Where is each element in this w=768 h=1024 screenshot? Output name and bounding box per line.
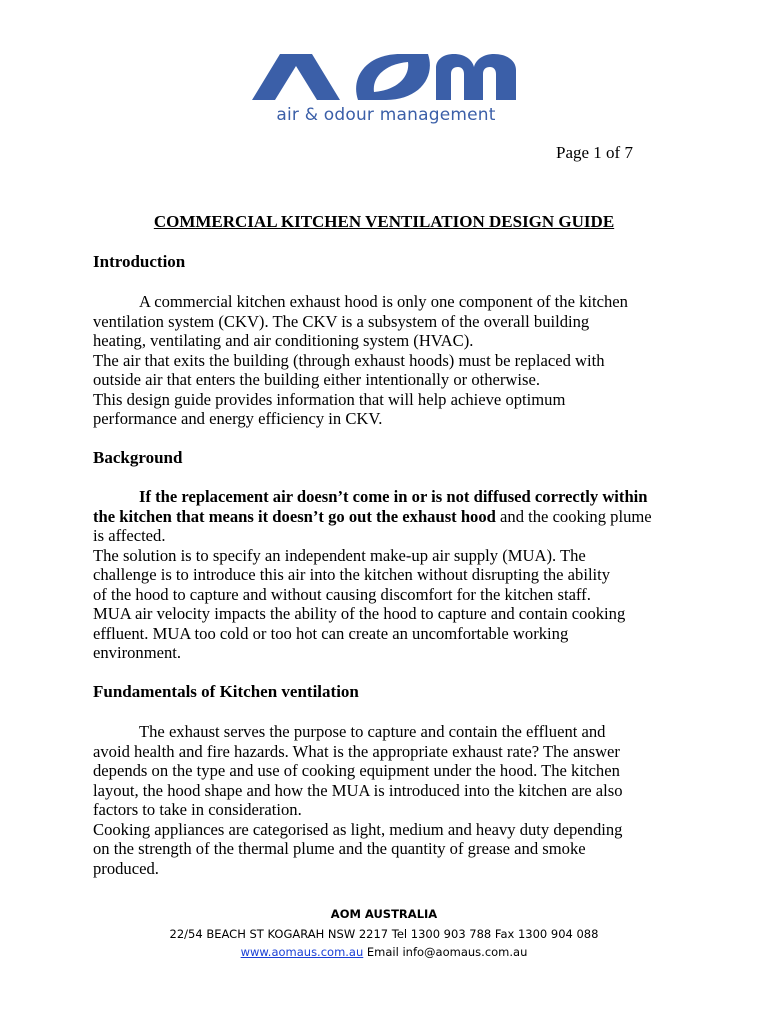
text-line: on the strength of the thermal plume and the quantity of grease and smoke bbox=[93, 839, 586, 858]
aom-logo-mark bbox=[250, 52, 520, 102]
footer-email: Email info@aomaus.com.au bbox=[363, 945, 528, 959]
text-line: of the hood to capture and without causing discomfort for the kitchen staff. bbox=[93, 584, 591, 604]
text-line: depends on the type and use of cooking equipment under the hood. The kitchen bbox=[93, 761, 620, 780]
text-line bbox=[93, 507, 683, 527]
text-line: This design guide provides information that will help achieve optimum bbox=[93, 389, 566, 409]
text-line: is affected. bbox=[93, 526, 166, 545]
text-line: produced. bbox=[93, 858, 159, 878]
footer-company: AOM AUSTRALIA bbox=[330, 907, 438, 921]
text-line: Cooking appliances are categorised as light, medium and heavy duty depending bbox=[93, 819, 623, 839]
text-line: heating, ventilating and air conditioning system (HVAC). bbox=[93, 331, 474, 350]
text-line: MUA air velocity impacts the ability of the hood to capture and contain cooking bbox=[93, 604, 626, 623]
logo-tagline: air & odour management bbox=[276, 105, 496, 125]
aom-logo bbox=[250, 52, 520, 132]
heading-background: Background bbox=[93, 448, 183, 467]
paragraph-background bbox=[93, 487, 683, 663]
text-line: layout, the hood shape and how the MUA is introduced into the kitchen are also bbox=[93, 780, 623, 800]
text-line bbox=[93, 487, 683, 507]
text-line: The air that exits the building (through exhaust hoods) must be replaced with bbox=[93, 350, 605, 370]
text-line: The solution is to specify an independent make-up air supply (MUA). The bbox=[93, 545, 586, 565]
paragraph-fundamentals bbox=[93, 722, 683, 878]
paragraph-introduction bbox=[93, 292, 683, 429]
website-link[interactable]: www.aomaus.com.au bbox=[240, 945, 364, 959]
document-title: COMMERCIAL KITCHEN VENTILATION DESIGN GUIDE bbox=[153, 212, 615, 231]
text-line: effluent. MUA too cold or too hot can create an uncomfortable working bbox=[93, 623, 569, 643]
page-number: Page 1 of 7 bbox=[556, 143, 633, 162]
heading-fundamentals: Fundamentals of Kitchen ventilation bbox=[93, 682, 359, 701]
text-line: The exhaust serves the purpose to capture and contain the effluent and bbox=[139, 722, 606, 741]
text-line: challenge is to introduce this air into the kitchen without disrupting the ability bbox=[93, 565, 611, 584]
text-span: and the cooking plume bbox=[495, 506, 652, 526]
bold-text: If the replacement air doesn’t come in or is not diffused correctly within bbox=[139, 487, 648, 506]
footer-address: 22/54 BEACH ST KOGARAH NSW 2217 Tel 1300 903 788 Fax 1300 904 088 bbox=[169, 927, 599, 941]
text-line: performance and energy efficiency in CKV. bbox=[93, 409, 383, 428]
text-line: factors to take in consideration. bbox=[93, 800, 302, 819]
text-line: outside air that enters the building either intentionally or otherwise. bbox=[93, 370, 540, 389]
text-line: environment. bbox=[93, 643, 182, 662]
text-line: A commercial kitchen exhaust hood is only one component of the kitchen bbox=[139, 292, 628, 311]
footer-contact bbox=[0, 945, 768, 959]
text-line: avoid health and fire hazards. What is the appropriate exhaust rate? The answer bbox=[93, 741, 620, 761]
bold-text: the kitchen that means it doesn’t go out the exhaust hood bbox=[93, 506, 496, 526]
heading-introduction: Introduction bbox=[93, 252, 186, 271]
text-line: ventilation system (CKV). The CKV is a subsystem of the overall building bbox=[93, 311, 590, 331]
